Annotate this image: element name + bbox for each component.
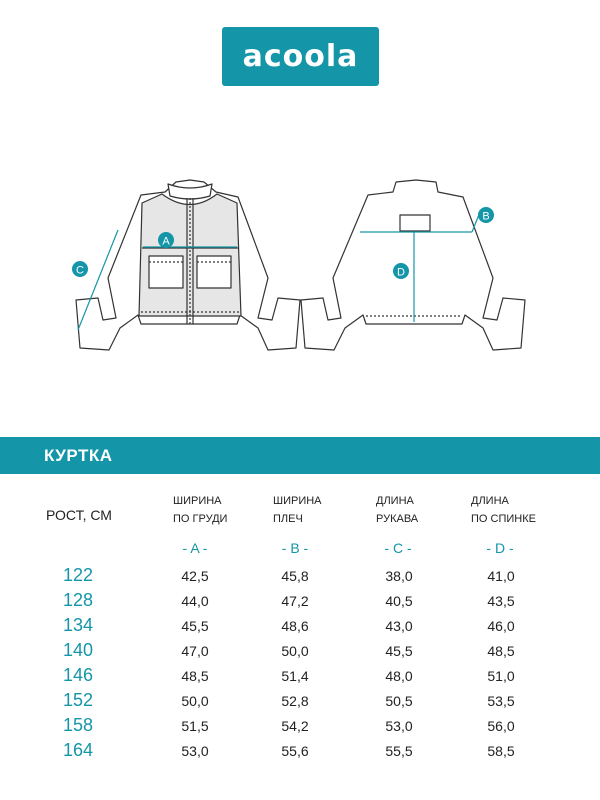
marker-b — [478, 207, 494, 223]
table-row — [0, 640, 600, 664]
table-row — [0, 590, 600, 614]
measure-a-value: 53,0 — [181, 743, 209, 759]
height-value: 152 — [63, 690, 94, 710]
measure-a-value: 47,0 — [181, 643, 209, 659]
table-row — [0, 715, 600, 739]
section-title: КУРТКА — [44, 446, 113, 465]
height-value: 122 — [63, 565, 94, 585]
svg-text:A: A — [162, 235, 170, 248]
col-letter-a: - A - — [182, 540, 208, 556]
measure-a-value: 48,5 — [181, 668, 209, 684]
measure-b-value: 47,2 — [281, 593, 309, 609]
measure-d-value: 53,5 — [487, 693, 515, 709]
measure-c-value: 53,0 — [385, 718, 413, 734]
table-row — [0, 665, 600, 689]
height-value: 140 — [63, 640, 94, 660]
svg-text:D: D — [397, 266, 405, 279]
measure-a-value: 44,0 — [181, 593, 209, 609]
measure-d-value: 46,0 — [487, 618, 515, 634]
measure-c-value: 45,5 — [385, 643, 413, 659]
marker-c — [72, 261, 88, 277]
marker-a — [158, 232, 174, 248]
table-row — [0, 690, 600, 714]
measure-c-value: 43,0 — [385, 618, 413, 634]
measure-d-value: 48,5 — [487, 643, 515, 659]
section-band — [0, 437, 600, 474]
col-header-back-length: ДЛИНА ПО СПИНКЕ — [471, 495, 536, 525]
svg-text:C: C — [76, 264, 84, 277]
brand-logo — [222, 27, 379, 86]
measure-b-value: 54,2 — [281, 718, 309, 734]
measure-a-value: 51,5 — [181, 718, 209, 734]
table-row — [0, 740, 600, 764]
measure-d-value: 41,0 — [487, 568, 515, 584]
height-value: 158 — [63, 715, 94, 735]
table-row — [0, 615, 600, 639]
height-value: 128 — [63, 590, 94, 610]
measure-c-value: 38,0 — [385, 568, 413, 584]
col-letter-d: - D - — [486, 540, 514, 556]
col-header-chest: ШИРИНА ПО ГРУДИ — [173, 495, 228, 525]
measure-a-value: 45,5 — [181, 618, 209, 634]
height-column-header: РОСТ, СМ — [46, 507, 112, 523]
jacket-back-drawing — [301, 180, 525, 350]
measure-c-value: 50,5 — [385, 693, 413, 709]
measure-b-value: 48,6 — [281, 618, 309, 634]
svg-text:B: B — [482, 210, 490, 223]
measure-a-value: 42,5 — [181, 568, 209, 584]
measure-c-value: 48,0 — [385, 668, 413, 684]
marker-d — [393, 263, 409, 279]
table-row — [0, 565, 600, 589]
measure-b-value: 50,0 — [281, 643, 309, 659]
col-header-shoulders: ШИРИНА ПЛЕЧ — [273, 495, 322, 525]
col-header-sleeve: ДЛИНА РУКАВА — [376, 495, 419, 525]
jacket-diagram — [0, 170, 600, 360]
measure-b-value: 52,8 — [281, 693, 309, 709]
measure-b-value: 45,8 — [281, 568, 309, 584]
jacket-front-drawing — [76, 180, 300, 350]
measure-d-value: 43,5 — [487, 593, 515, 609]
height-value: 146 — [63, 665, 94, 685]
brand-logo-text: acoola — [242, 39, 359, 74]
measure-d-value: 58,5 — [487, 743, 515, 759]
measure-d-value: 51,0 — [487, 668, 515, 684]
col-letter-b: - B - — [281, 540, 309, 556]
height-value: 164 — [63, 740, 94, 760]
measure-c-value: 55,5 — [385, 743, 413, 759]
measure-a-value: 50,0 — [181, 693, 209, 709]
measure-b-value: 51,4 — [281, 668, 309, 684]
height-value: 134 — [63, 615, 94, 635]
measure-b-value: 55,6 — [281, 743, 309, 759]
measure-c-value: 40,5 — [385, 593, 413, 609]
col-letter-c: - C - — [384, 540, 412, 556]
measure-d-value: 56,0 — [487, 718, 515, 734]
